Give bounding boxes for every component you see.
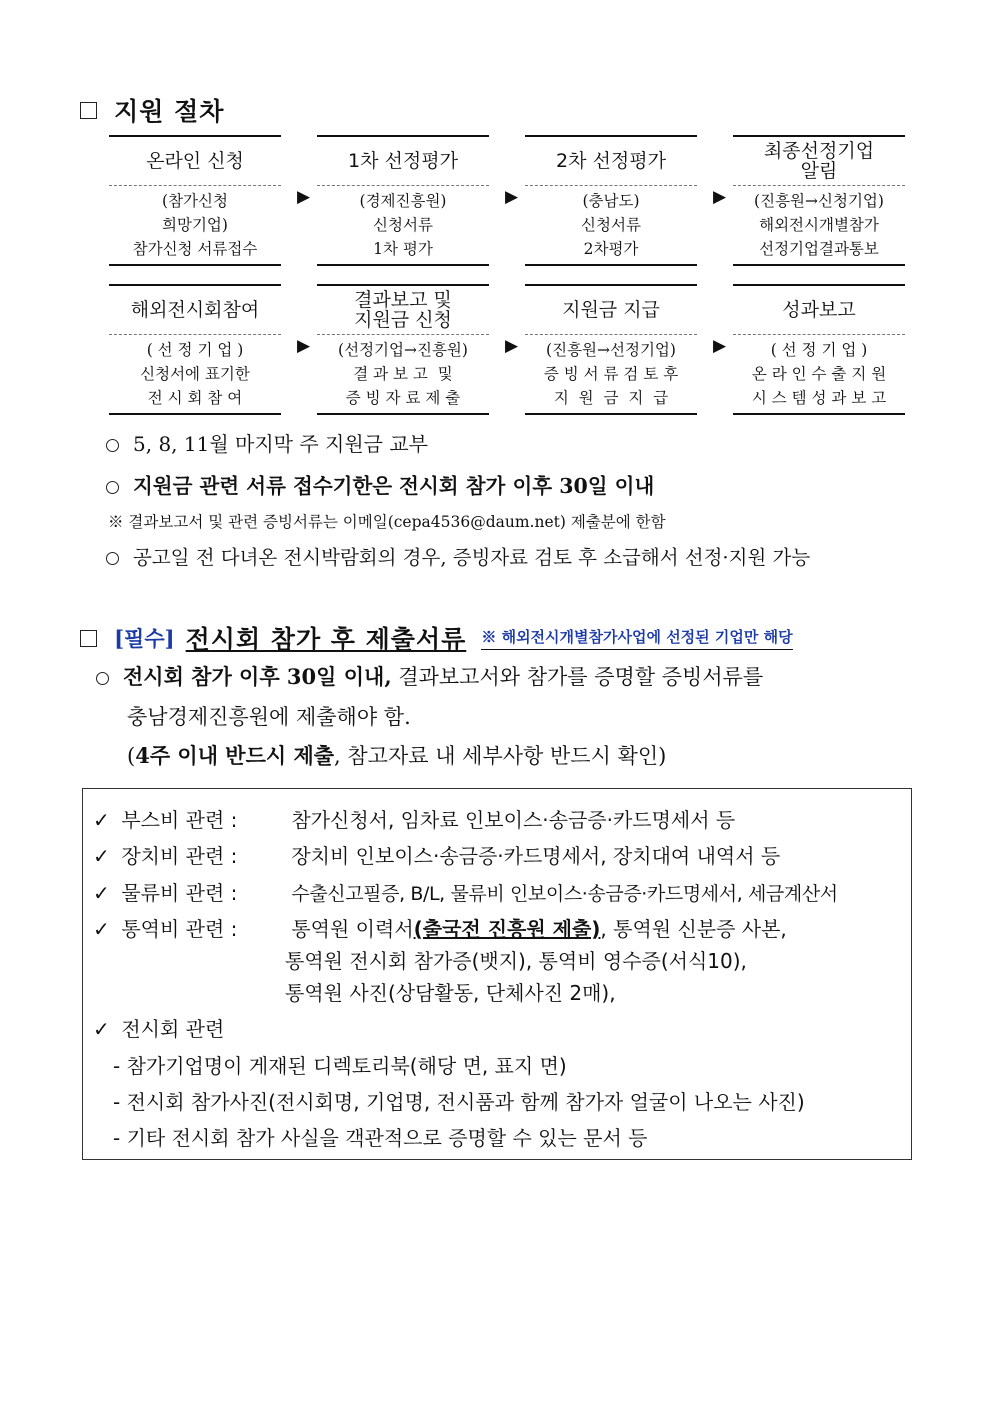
- process-step: [317, 135, 489, 266]
- process-step-title: 성과보고: [733, 284, 905, 335]
- process-step-title: 해외전시회참여: [109, 284, 281, 335]
- circle-bullet-icon: [106, 481, 119, 494]
- check-icon: ✓: [93, 1017, 110, 1041]
- submission-para-2: 충남경제진흥원에 제출해야 함.: [127, 705, 411, 729]
- section-submission-header: [80, 620, 793, 656]
- process-step-title: 온라인 신청: [109, 135, 281, 186]
- doc-row-interpreter-line3: 통역원 사진(상담활동, 단체사진 2매),: [285, 981, 616, 1005]
- process-step: [317, 284, 489, 415]
- process-step-title: 결과보고 및 지원금 신청: [317, 284, 489, 335]
- arrow-right-icon: ▶: [505, 336, 519, 356]
- circle-bullet-icon: [106, 552, 119, 565]
- process-step: [109, 284, 281, 415]
- process-step-desc: (선정기업→진흥원) 결 과 보 고 및 증 빙 자 료 제 출: [317, 335, 489, 415]
- process-step: [733, 135, 905, 266]
- arrow-right-icon: ▶: [713, 336, 727, 356]
- doc-detail-1: - 참가기업명이 게재된 디렉토리북(해당 면, 표지 면): [113, 1054, 567, 1078]
- process-step-desc: ( 선 정 기 업 ) 온 라 인 수 출 지 원 시 스 템 성 과 보 고: [733, 335, 905, 415]
- process-step-desc: (참가신청 희망기업) 참가신청 서류접수: [109, 186, 281, 266]
- note-4: 공고일 전 다녀온 전시박람회의 경우, 증빙자료 검토 후 소급해서 선정·지원 가능: [106, 542, 810, 570]
- checkbox-square-icon: [80, 102, 97, 119]
- process-step: [525, 284, 697, 415]
- circle-bullet-icon: [96, 672, 109, 685]
- doc-row-fixtures: ✓ 장치비 관련 : 장치비 인보이스·송금증·카드명세서, 장치대여 내역서 등: [93, 844, 781, 868]
- section-title: 전시회 참가 후 제출서류: [185, 625, 467, 654]
- submission-para-3: (4주 이내 반드시 제출, 참고자료 내 세부사항 반드시 확인): [127, 743, 667, 768]
- process-step: [109, 135, 281, 266]
- process-step: [525, 135, 697, 266]
- process-step-desc: (진흥원→신청기업) 해외전시개별참가 선정기업결과통보: [733, 186, 905, 266]
- checkbox-square-icon: [80, 630, 97, 647]
- process-step-desc: (충남도) 신청서류 2차평가: [525, 186, 697, 266]
- process-step-title: 2차 선정평가: [525, 135, 697, 186]
- doc-detail-2: - 전시회 참가사진(전시회명, 기업명, 전시품과 함께 참가자 얼굴이 나오는 사진): [113, 1090, 805, 1114]
- eligibility-note: ※ 해외전시개별참가사업에 선정된 기업만 해당: [481, 626, 792, 650]
- doc-row-exhibition: ✓ 전시회 관련: [93, 1017, 225, 1041]
- process-step-desc: ( 선 정 기 업 ) 신청서에 표기한 전 시 회 참 여: [109, 335, 281, 415]
- circle-bullet-icon: [106, 439, 119, 452]
- process-step-title: 지원금 지급: [525, 284, 697, 335]
- arrow-right-icon: ▶: [713, 187, 727, 207]
- required-tag: [필수]: [114, 626, 175, 651]
- doc-row-logistics: ✓ 물류비 관련 : 수출신고필증, B/L, 물류비 인보이스·송금증·카드명세서, 세금계산서: [93, 881, 838, 905]
- arrow-right-icon: ▶: [297, 336, 311, 356]
- process-step-title: 1차 선정평가: [317, 135, 489, 186]
- check-icon: ✓: [93, 844, 110, 868]
- submission-para-1: 전시회 참가 이후 30일 이내, 결과보고서와 참가를 증명할 증빙서류를: [96, 661, 763, 691]
- section-title: 지원 절차: [114, 97, 225, 126]
- process-step-desc: (경제진흥원) 신청서류 1차 평가: [317, 186, 489, 266]
- required-documents-box: [82, 788, 912, 1160]
- note-2: 지원금 관련 서류 접수기한은 전시회 참가 이후 30일 이내: [106, 469, 654, 499]
- process-step-title: 최종선정기업 알림: [733, 135, 905, 186]
- arrow-right-icon: ▶: [505, 187, 519, 207]
- process-step-desc: (진흥원→선정기업) 증 빙 서 류 검 토 후 지 원 금 지 급: [525, 335, 697, 415]
- note-1: 5, 8, 11월 마지막 주 지원금 교부: [106, 428, 428, 457]
- check-icon: ✓: [93, 881, 110, 905]
- note-3: ※ 결과보고서 및 관련 증빙서류는 이메일(cepa4536@daum.net) 제출분에 한함: [108, 513, 666, 531]
- doc-row-interpreter: ✓ 통역비 관련 : 통역원 이력서(출국전 진흥원 제출), 통역원 신분증 사본,: [93, 917, 787, 941]
- check-icon: ✓: [93, 808, 110, 832]
- section-procedure-header: [80, 92, 224, 128]
- doc-row-interpreter-line2: 통역원 전시회 참가증(뱃지), 통역비 영수증(서식10),: [285, 949, 747, 973]
- doc-row-booth: ✓ 부스비 관련 : 참가신청서, 임차료 인보이스·송금증·카드명세서 등: [93, 808, 736, 832]
- arrow-right-icon: ▶: [297, 187, 311, 207]
- check-icon: ✓: [93, 917, 110, 941]
- doc-detail-3: - 기타 전시회 참가 사실을 객관적으로 증명할 수 있는 문서 등: [113, 1126, 648, 1150]
- process-step: [733, 284, 905, 415]
